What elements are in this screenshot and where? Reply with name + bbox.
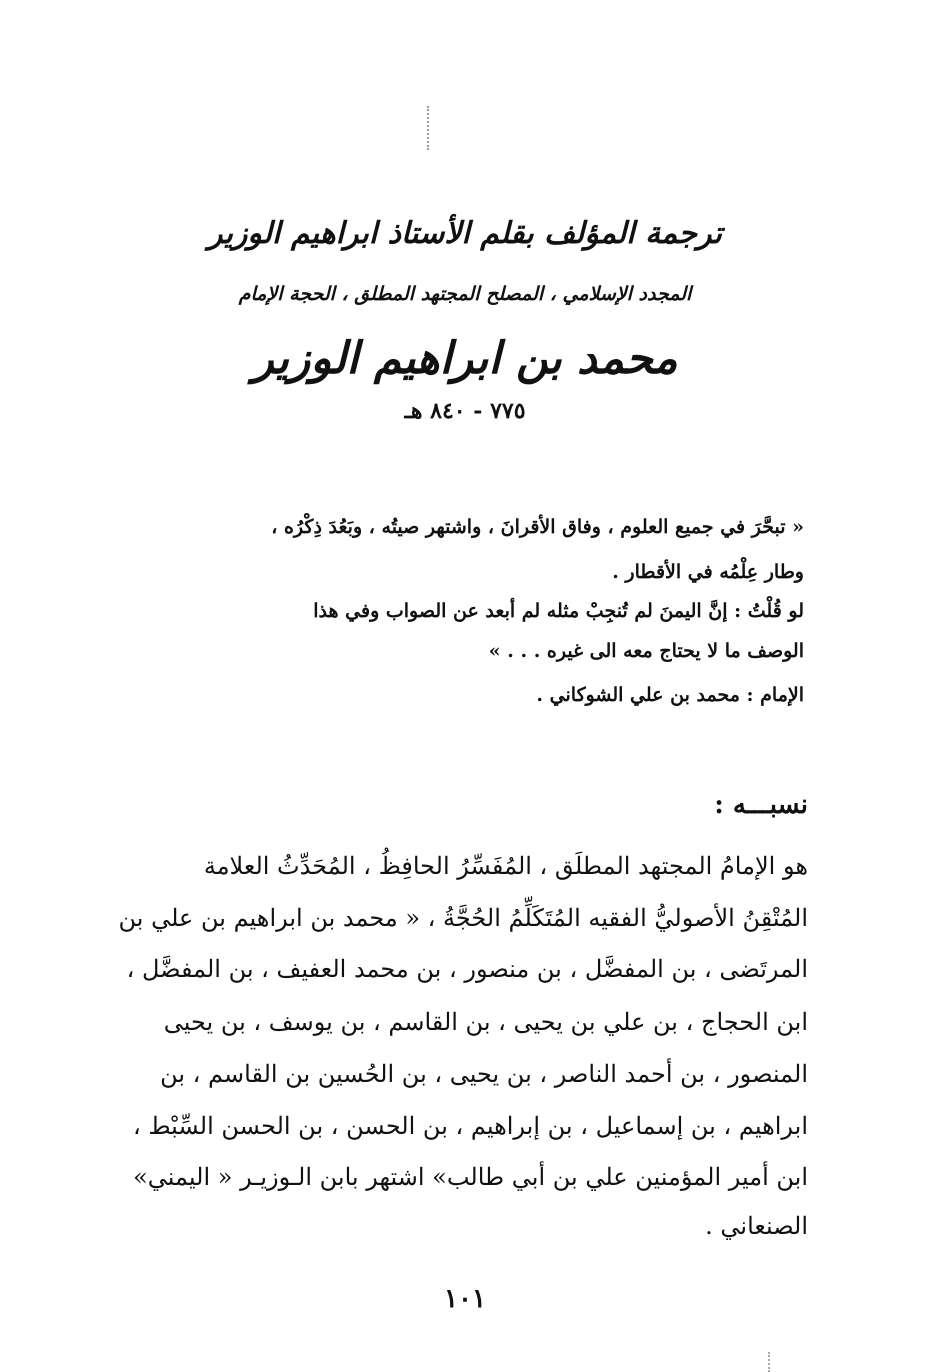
quote-line-4: الوصف ما لا يحتاج معه الى غيره . . . » [488,640,804,662]
body-line: ابراهيم ، بن إسماعيل ، بن إبراهيم ، بن الحسن ، بن الحسن السِّبْط ، [132,1112,808,1140]
body-line: المرتَضى ، بن المفضَّل ، بن منصور ، بن محمد العفيف ، بن المفضَّل ، [126,955,808,983]
author-epithets: المجدد الإسلامي ، المصلح المجتهد المطلق ، الحجة الإمام [238,283,692,305]
quote-line-2: وطار عِلْمُه في الأقطار . [612,561,804,583]
section-heading: نسبـــه : [714,790,808,820]
body-line: المنصور ، بن أحمد الناصر ، بن يحيى ، بن الحُسين بن القاسم ، بن [160,1060,808,1088]
body-line: ابن الحجاج ، بن علي بن يحيى ، بن القاسم ، بن يوسف ، بن يحيى [163,1008,808,1036]
body-line: المُتْقِنُ الأصوليُّ الفقيه المُتَكَلِّمُ الحُجَّةُ ، « محمد بن ابراهيم بن علي بن [118,904,808,932]
scan-mark [768,1352,772,1372]
quote-line-3: لو قُلْتُ : إنَّ اليمنَ لم تُنجِبْ مثله لم أبعد عن الصواب وفي هذا [313,600,804,622]
page-number: ١٠١ [444,1284,486,1314]
quote-attribution: الإمام : محمد بن علي الشوكاني . [536,684,804,706]
page-title: ترجمة المؤلف بقلم الأستاذ ابراهيم الوزير [208,216,722,251]
author-name: محمد بن ابراهيم الوزير [252,333,678,384]
author-dates: ٧٧٥ - ٨٤٠ هـ [404,398,526,424]
body-line: هو الإمامُ المجتهد المطلَق ، المُفَسِّرُ الحافِظُ ، المُحَدِّثُ العلامة [203,852,808,880]
quote-line-1: « تبحَّرَ في جميع العلوم ، وفاق الأقرانَ ، واشتهر صيتُه ، وبَعُدَ ذِكْرُه ، [271,516,804,538]
scan-mark [427,106,431,150]
body-line: ابن أمير المؤمنين علي بن أبي طالب» اشتهر بابن الـوزيـر « اليمني» [133,1163,808,1191]
body-line: الصنعاني . [705,1212,808,1240]
